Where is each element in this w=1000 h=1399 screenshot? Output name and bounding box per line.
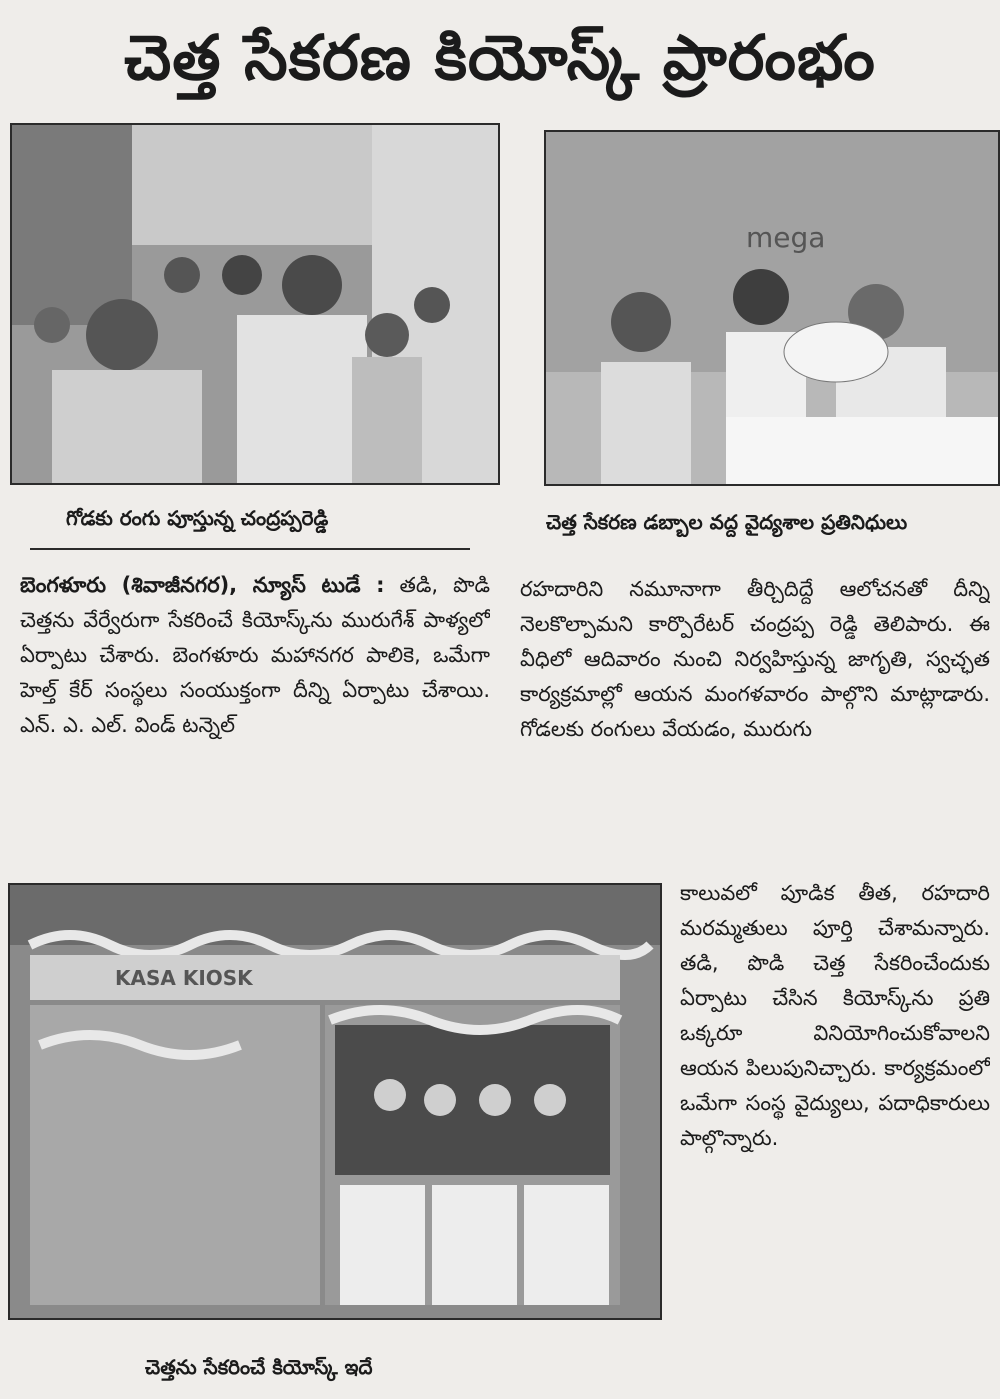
body-column-1 [20, 568, 490, 868]
body-column-2 [520, 572, 990, 874]
photo-kiosk [8, 883, 662, 1320]
body-text-3: కాలువలో పూడిక తీత, రహదారి మరమ్మతులు పూర్తి చేశామన్నారు. తడి, పొడి చెత్త సేకరించేందుకు ఏర్పాటు చేసిన కియోస్క్‌ను ప్రతి ఒక్కరూ వినియోగించుకోవాలని ఆయన పిలుపునిచ్చారు. కార్యక్రమంలో ఒమేగా సంస్థ వైద్యులు, పదాధికారులు పాల్గొన్నారు. [680, 881, 990, 1150]
body-column-3 [680, 876, 990, 1394]
photo-wall-painting [10, 123, 500, 485]
caption-photo-3: చెత్తను సేకరించే కియోస్క్ ఇదే [145, 1355, 373, 1379]
photo-sign-text: mega [746, 221, 826, 254]
body-text-1: తడి, పొడి చెత్తను వేర్వేరుగా సేకరించే కియోస్క్‌ను మురుగేశ్ పాళ్యలో ఏర్పాటు చేశారు. బెంగళూరు మహానగర పాలికె, ఒమేగా హెల్త్ కేర్ సంస్థలు సంయుక్తంగా దీన్ని ఏర్పాటు చేశాయి. ఎన్. ఎ. ఎల్. విండ్ టన్నెల్ [20, 573, 490, 737]
headline: చెత్త సేకరణ కియోస్క్ ప్రారంభం [124, 21, 876, 94]
dateline: బెంగళూరు (శివాజీనగర), న్యూస్ టుడే : [20, 573, 385, 597]
kiosk-sign-text: KASA KIOSK [115, 966, 253, 990]
body-text-2: రహదారిని నమూనాగా తీర్చిదిద్దే ఆలోచనతో దీన్ని నెలకొల్పామని కార్పొరేటర్ చంద్రప్ప రెడ్డి తెలిపారు. ఈ వీధిలో ఆదివారం నుంచి నిర్వహిస్తున్న జాగృతి, స్వచ్ఛత కార్యక్రమాల్లో ఆయన మంగళవారం పాల్గొని మాట్లాడారు. గోడలకు రంగులు వేయడం, మురుగు [520, 577, 990, 741]
caption-rule [30, 548, 470, 550]
photo-waste-bins [544, 130, 1000, 486]
caption-photo-1: గోడకు రంగు పూస్తున్న చంద్రప్పరెడ్డి [66, 506, 329, 530]
caption-photo-2: చెత్త సేకరణ డబ్బాల వద్ద వైద్యశాల ప్రతినిధులు [546, 510, 908, 534]
